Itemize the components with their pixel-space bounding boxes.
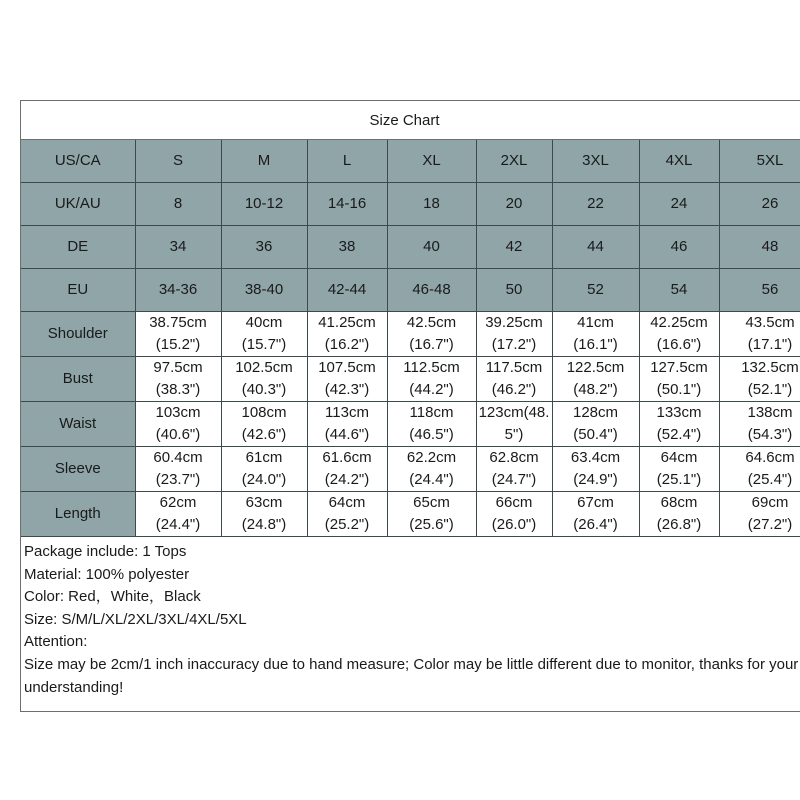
shoulder-cell: 39.25cm (17.2") — [476, 312, 552, 357]
waist-cell: 103cm (40.6") — [135, 402, 221, 447]
bust-cell: 132.5cm (52.1") — [719, 357, 800, 402]
eu-cell: 54 — [639, 269, 719, 312]
shoulder-cell: 43.5cm (17.1") — [719, 312, 800, 357]
length-cell: 69cm (27.2") — [719, 492, 800, 537]
uk-au-cell: 20 — [476, 183, 552, 226]
sleeve-cell: 61.6cm (24.2") — [307, 447, 387, 492]
shoulder-cell: 42.5cm (16.7") — [387, 312, 476, 357]
de-cell: 44 — [552, 226, 639, 269]
shoulder-cell: 42.25cm (16.6") — [639, 312, 719, 357]
size-table — [21, 140, 800, 537]
eu-cell: 46-48 — [387, 269, 476, 312]
bust-cell: 117.5cm (46.2") — [476, 357, 552, 402]
shoulder-row — [21, 312, 800, 357]
bust-row — [21, 357, 800, 402]
bust-cell: 122.5cm (48.2") — [552, 357, 639, 402]
eu-cell: 56 — [719, 269, 800, 312]
uk-au-cell: 24 — [639, 183, 719, 226]
us-ca-cell: XL — [387, 140, 476, 183]
length-cell: 63cm (24.8") — [221, 492, 307, 537]
sleeve-cell: 61cm (24.0") — [221, 447, 307, 492]
eu-cell: 38-40 — [221, 269, 307, 312]
de-cell: 48 — [719, 226, 800, 269]
bust-cell: 112.5cm (44.2") — [387, 357, 476, 402]
waist-cell: 123cm(48. 5") — [476, 402, 552, 447]
us-ca-cell: 4XL — [639, 140, 719, 183]
length-cell: 65cm (25.6") — [387, 492, 476, 537]
waist-label: Waist — [21, 402, 135, 447]
shoulder-cell: 38.75cm (15.2") — [135, 312, 221, 357]
bust-cell: 127.5cm (50.1") — [639, 357, 719, 402]
waist-cell: 118cm (46.5") — [387, 402, 476, 447]
us-ca-cell: 2XL — [476, 140, 552, 183]
length-cell: 66cm (26.0") — [476, 492, 552, 537]
de-cell: 38 — [307, 226, 387, 269]
sleeve-cell: 64.6cm (25.4") — [719, 447, 800, 492]
length-cell: 68cm (26.8") — [639, 492, 719, 537]
uk-au-cell: 10-12 — [221, 183, 307, 226]
length-cell: 67cm (26.4") — [552, 492, 639, 537]
eu-cell: 34-36 — [135, 269, 221, 312]
uk-au-cell: 18 — [387, 183, 476, 226]
sleeve-cell: 62.8cm (24.7") — [476, 447, 552, 492]
de-cell: 42 — [476, 226, 552, 269]
shoulder-label: Shoulder — [21, 312, 135, 357]
sleeve-cell: 60.4cm (23.7") — [135, 447, 221, 492]
uk-au-cell: 14-16 — [307, 183, 387, 226]
de-cell: 34 — [135, 226, 221, 269]
de-cell: 40 — [387, 226, 476, 269]
bust-cell: 102.5cm (40.3") — [221, 357, 307, 402]
us-ca-cell: 5XL — [719, 140, 800, 183]
sleeve-cell: 63.4cm (24.9") — [552, 447, 639, 492]
eu-cell: 50 — [476, 269, 552, 312]
shoulder-cell: 40cm (15.7") — [221, 312, 307, 357]
waist-cell: 128cm (50.4") — [552, 402, 639, 447]
de-row — [21, 226, 800, 269]
de-label: DE — [21, 226, 135, 269]
waist-cell: 138cm (54.3") — [719, 402, 800, 447]
bust-label: Bust — [21, 357, 135, 402]
uk-au-label: UK/AU — [21, 183, 135, 226]
length-row — [21, 492, 800, 537]
sleeve-row — [21, 447, 800, 492]
de-cell: 46 — [639, 226, 719, 269]
note-line: understanding! — [24, 678, 124, 696]
note-line: Package include: 1 Tops — [24, 543, 187, 560]
length-cell: 62cm (24.4") — [135, 492, 221, 537]
uk-au-cell: 8 — [135, 183, 221, 226]
bust-cell: 97.5cm (38.3") — [135, 357, 221, 402]
waist-cell: 108cm (42.6") — [221, 402, 307, 447]
eu-row — [21, 269, 800, 312]
waist-cell: 133cm (52.4") — [639, 402, 719, 447]
uk-au-cell: 22 — [552, 183, 639, 226]
note-line: Material: 100% polyester — [24, 565, 190, 583]
shoulder-cell: 41.25cm (16.2") — [307, 312, 387, 357]
waist-row — [21, 402, 800, 447]
eu-cell: 52 — [552, 269, 639, 312]
product-notes — [21, 537, 800, 699]
length-cell: 64cm (25.2") — [307, 492, 387, 537]
eu-label: EU — [21, 269, 135, 312]
us-ca-cell: L — [307, 140, 387, 183]
sleeve-cell: 62.2cm (24.4") — [387, 447, 476, 492]
shoulder-cell: 41cm (16.1") — [552, 312, 639, 357]
us-ca-cell: 3XL — [552, 140, 639, 183]
note-line: Size may be 2cm/1 inch inaccuracy due to hand measure; Color may be little different due to monitor, thanks for your — [24, 655, 799, 673]
us-ca-row — [21, 140, 800, 183]
size-chart-sheet — [20, 100, 800, 712]
us-ca-cell: M — [221, 140, 307, 183]
note-line: Color: Red，White，Black — [24, 588, 201, 606]
sleeve-label: Sleeve — [21, 447, 135, 492]
size-chart-title: Size Chart — [21, 101, 800, 140]
note-line: Attention: — [24, 633, 88, 651]
bust-cell: 107.5cm (42.3") — [307, 357, 387, 402]
uk-au-cell: 26 — [719, 183, 800, 226]
sleeve-cell: 64cm (25.1") — [639, 447, 719, 492]
de-cell: 36 — [221, 226, 307, 269]
waist-cell: 113cm (44.6") — [307, 402, 387, 447]
length-label: Length — [21, 492, 135, 537]
note-line: Size: S/M/L/XL/2XL/3XL/4XL/5XL — [24, 610, 247, 628]
size-table-body — [21, 140, 800, 537]
us-ca-label: US/CA — [21, 140, 135, 183]
uk-au-row — [21, 183, 800, 226]
eu-cell: 42-44 — [307, 269, 387, 312]
us-ca-cell: S — [135, 140, 221, 183]
